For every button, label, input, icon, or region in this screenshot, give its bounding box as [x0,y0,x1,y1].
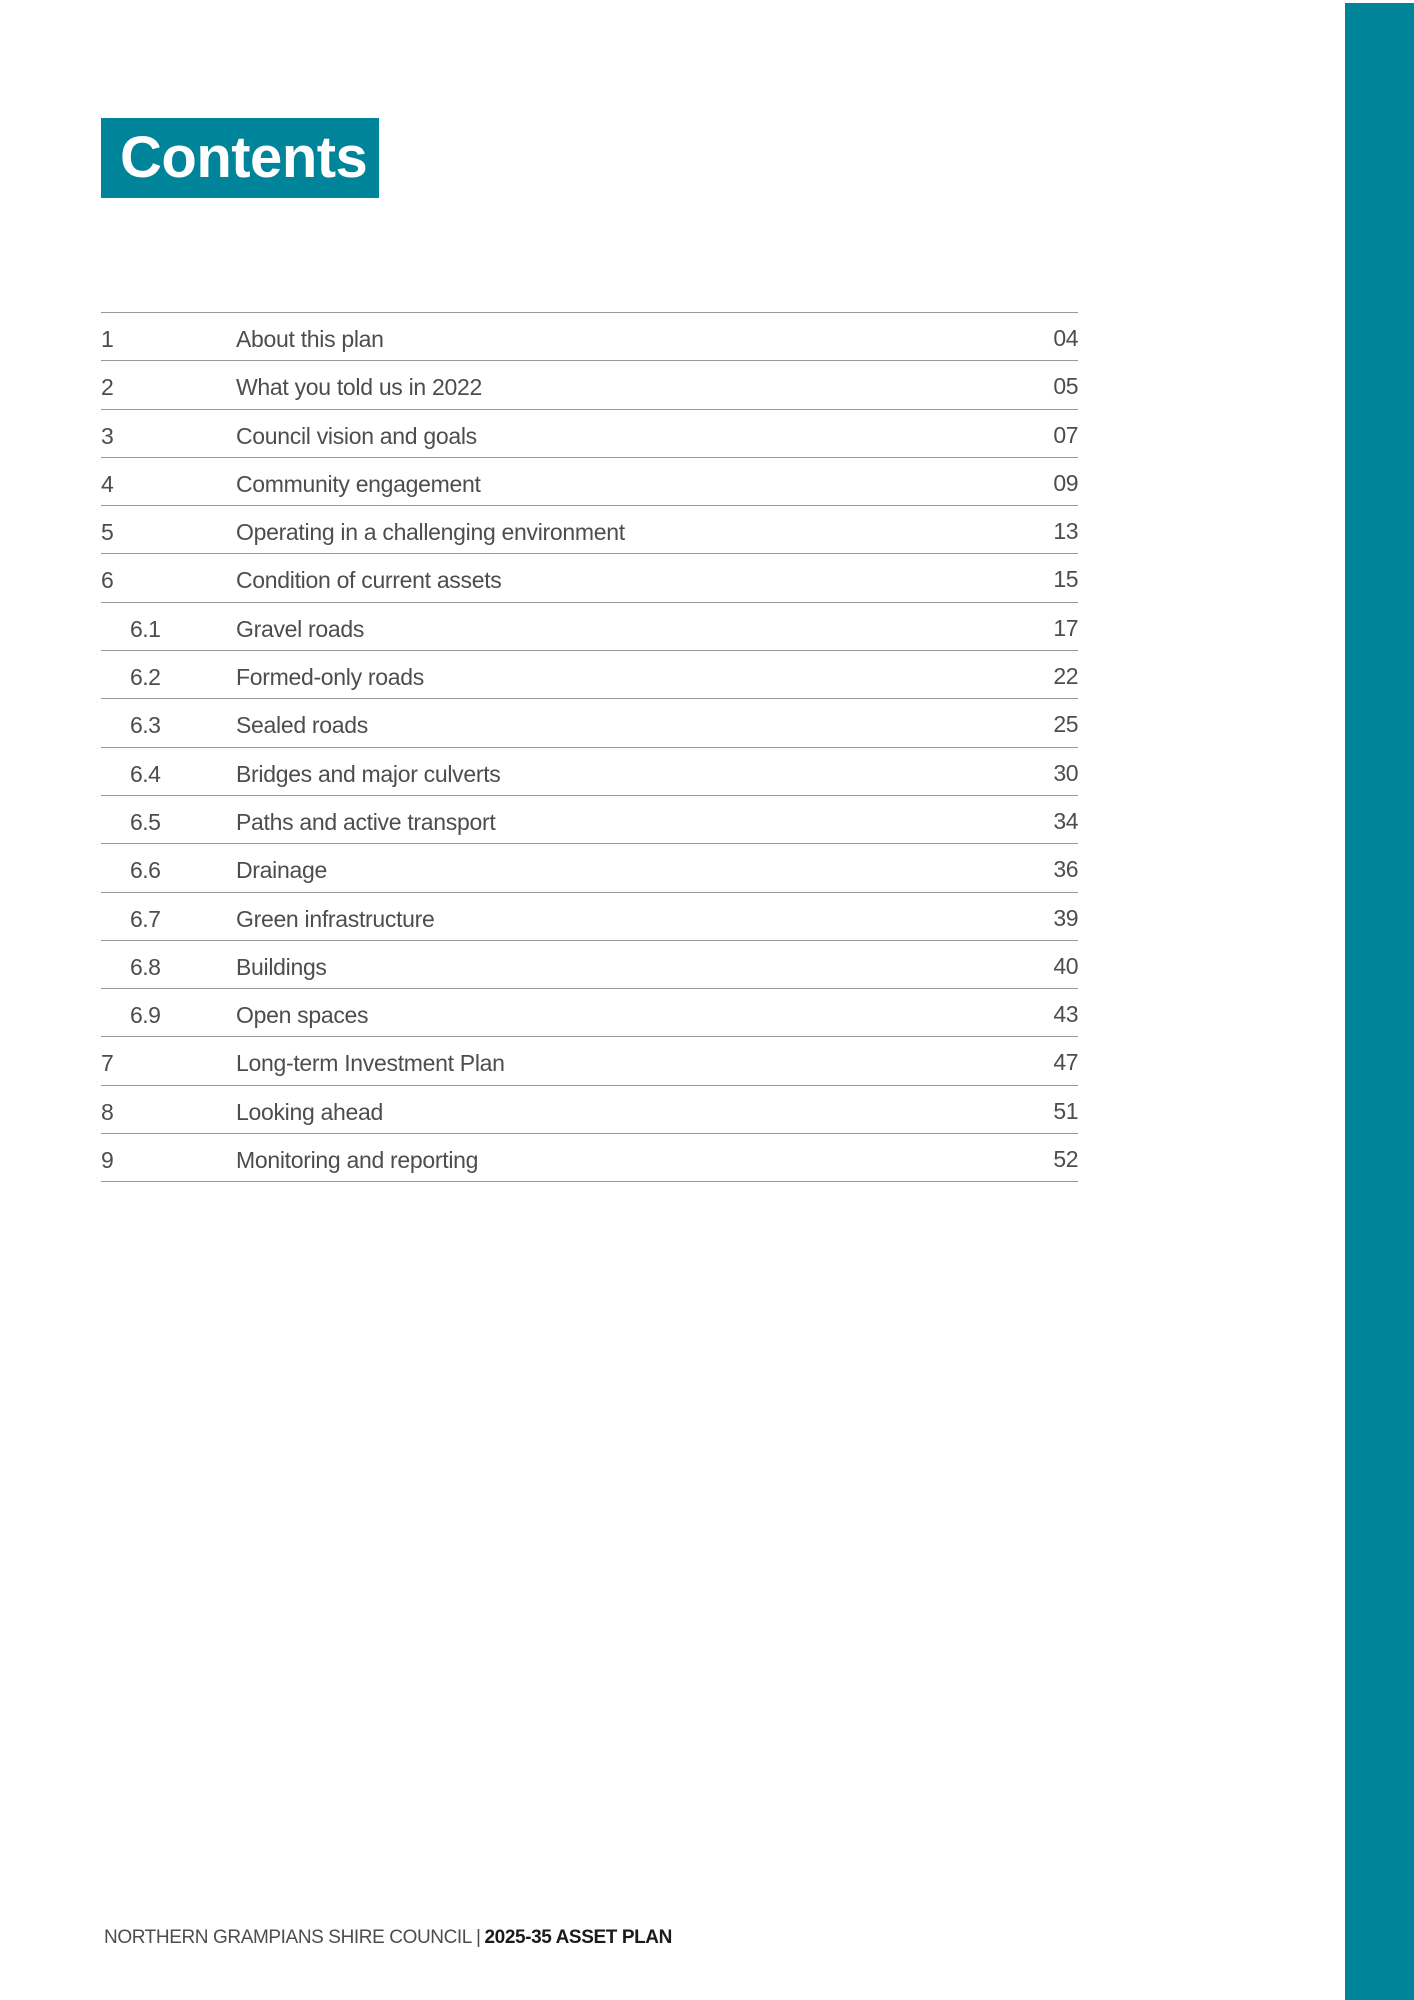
toc-entry[interactable] [101,1086,1078,1134]
footer [104,1927,672,1949]
toc-entry[interactable] [101,699,1078,747]
toc-entry-number: 6.2 [130,664,161,691]
toc-entry-number: 2 [101,374,114,401]
toc-entry[interactable] [101,313,1078,361]
toc-entry-page: 34 [1053,807,1078,834]
toc-entry-number: 6.1 [130,615,161,642]
toc-entry-page: 52 [1053,1146,1078,1173]
toc-entry[interactable] [101,651,1078,699]
toc-entry-page: 25 [1053,711,1078,738]
toc-entry-page: 05 [1053,373,1078,400]
toc-entry-label: Condition of current assets [236,567,502,594]
toc-entry-number: 6.5 [130,808,161,835]
toc-entry-label: Long-term Investment Plan [236,1050,505,1077]
toc-entry-page: 40 [1053,952,1078,979]
table-of-contents [101,312,1078,1182]
toc-entry[interactable] [101,844,1078,892]
page-title: Contents [101,118,379,198]
side-accent-bar [1345,3,1414,2000]
toc-entry-number: 7 [101,1050,114,1077]
toc-entry-number: 6.7 [130,905,161,932]
toc-entry-label: Paths and active transport [236,808,496,835]
toc-entry-label: Monitoring and reporting [236,1147,479,1174]
toc-entry-label: Buildings [236,953,327,980]
toc-entry-page: 43 [1053,1001,1078,1028]
toc-entry-label: Drainage [236,857,327,884]
toc-entry[interactable] [101,796,1078,844]
toc-entry[interactable] [101,893,1078,941]
toc-entry-label: Open spaces [236,1002,369,1029]
toc-entry[interactable] [101,1134,1078,1182]
toc-entry-label: Operating in a challenging environment [236,519,625,546]
toc-entry-page: 22 [1053,663,1078,690]
toc-entry-number: 8 [101,1098,114,1125]
toc-entry[interactable] [101,361,1078,409]
toc-entry-number: 6 [101,567,114,594]
toc-entry-label: Sealed roads [236,712,368,739]
toc-entry-label: Gravel roads [236,615,365,642]
toc-entry-page: 30 [1053,759,1078,786]
toc-entry-page: 51 [1053,1097,1078,1124]
toc-entry[interactable] [101,989,1078,1037]
toc-entry-number: 6.9 [130,1002,161,1029]
toc-entry-page: 39 [1053,904,1078,931]
toc-entry-label: Looking ahead [236,1098,384,1125]
toc-entry-page: 36 [1053,856,1078,883]
toc-entry-number: 6.8 [130,953,161,980]
toc-entry[interactable] [101,941,1078,989]
footer-separator: | [475,1927,481,1948]
toc-entry-number: 4 [101,470,114,497]
toc-entry-page: 04 [1053,325,1078,351]
toc-entry-number: 6.6 [130,857,161,884]
toc-entry-label: Community engagement [236,470,481,497]
toc-entry[interactable] [101,1037,1078,1085]
toc-entry-label: About this plan [236,326,384,352]
toc-entry-label: Green infrastructure [236,905,435,932]
toc-entry-number: 6.4 [130,760,161,787]
toc-entry[interactable] [101,410,1078,458]
toc-entry[interactable] [101,748,1078,796]
toc-entry-page: 13 [1053,518,1078,545]
toc-entry[interactable] [101,506,1078,554]
toc-entry-label: Formed-only roads [236,664,424,691]
toc-entry-page: 07 [1053,421,1078,448]
toc-entry-number: 3 [101,422,114,449]
toc-entry-label: Bridges and major culverts [236,760,501,787]
toc-entry[interactable] [101,603,1078,651]
toc-entry-number: 6.3 [130,712,161,739]
toc-entry[interactable] [101,554,1078,602]
toc-entry-label: Council vision and goals [236,422,477,449]
toc-entry-page: 15 [1053,566,1078,593]
footer-org: NORTHERN GRAMPIANS SHIRE COUNCIL [104,1927,472,1948]
toc-entry-number: 9 [101,1147,114,1174]
toc-entry-number: 1 [101,326,114,352]
toc-entry-label: What you told us in 2022 [236,374,482,401]
footer-plan-title: 2025-35 ASSET PLAN [484,1927,672,1948]
toc-entry-page: 09 [1053,469,1078,496]
toc-entry-page: 47 [1053,1049,1078,1076]
toc-entry-number: 5 [101,519,114,546]
toc-entry-page: 17 [1053,614,1078,641]
toc-entry[interactable] [101,458,1078,506]
